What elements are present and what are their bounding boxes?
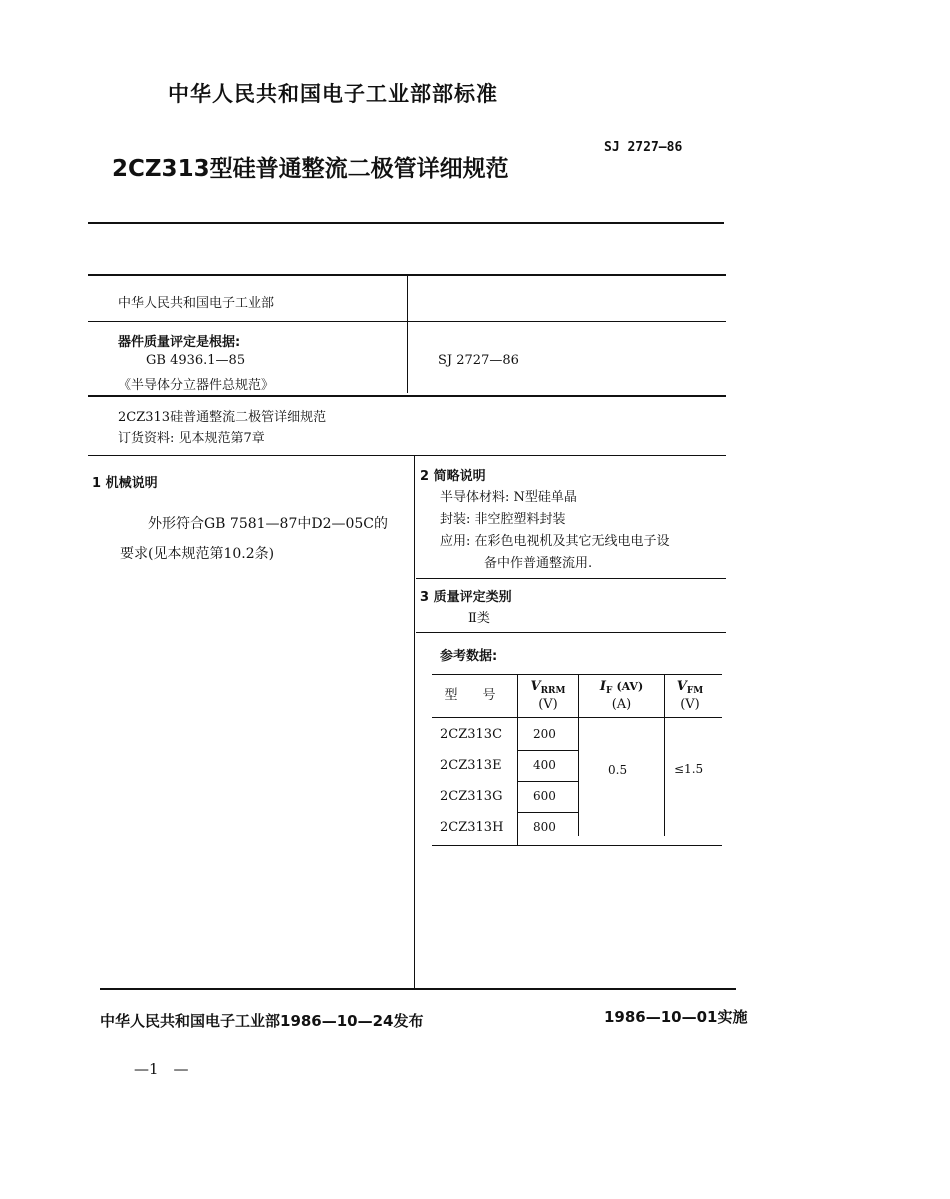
row3-vrrm: 600: [533, 789, 556, 803]
body-top-rule: [88, 455, 726, 456]
header-if-av: (AV): [616, 680, 644, 693]
header-vfm-subscript: FM: [686, 686, 704, 696]
header-vrrm-subscript: RRM: [540, 686, 566, 696]
header-vfm: [665, 680, 715, 712]
header-if-unit: (A): [611, 697, 632, 712]
table-bottom-rule: [432, 845, 722, 846]
table-row-rule-2: [518, 781, 578, 782]
doc-title: 2CZ313型硅普通整流二极管详细规范: [112, 156, 509, 182]
header-vrrm-symbol: V: [530, 679, 541, 694]
header-vrrm-unit: (V): [538, 697, 558, 712]
row1-vrrm: 200: [533, 727, 556, 741]
if-value: 0.5: [608, 763, 628, 777]
info-box-lower-rule: [88, 395, 726, 397]
application-text-1: 应用: 在彩色电视机及其它无线电电子设: [440, 534, 670, 549]
basis-label: 器件质量评定是根据:: [118, 335, 241, 350]
table-row-rule-3: [518, 812, 578, 813]
header-if-subscript: F: [605, 686, 613, 696]
issuer-text: 中华人民共和国电子工业部: [118, 296, 275, 311]
basis-standard: GB 4936.1—85: [146, 353, 246, 368]
standard-number: SJ 2727—86: [604, 140, 683, 155]
basis-name: 《半导体分立器件总规范》: [118, 378, 275, 393]
reference-data-label: 参考数据:: [440, 649, 498, 664]
header-model: 型 号: [444, 688, 502, 703]
row2-model: 2CZ313E: [440, 758, 502, 773]
application-text-2: 备中作普通整流用.: [484, 556, 593, 571]
row3-model: 2CZ313G: [440, 789, 503, 804]
table-row-rule-1: [518, 750, 578, 751]
header-vrrm: [518, 680, 578, 712]
header-if-symbol: I: [599, 679, 606, 694]
header-vfm-unit: (V): [680, 697, 700, 712]
section2-heading: 2 简略说明: [420, 469, 486, 484]
section1-line2: 要求(见本规范第10.2条): [120, 546, 275, 562]
table-top-rule: [432, 674, 722, 675]
quality-category: Ⅱ类: [468, 611, 490, 626]
material-text: 半导体材料: N型硅单晶: [440, 490, 577, 505]
section3-heading: 3 质量评定类别: [420, 590, 512, 605]
row4-model: 2CZ313H: [440, 820, 504, 835]
spec-name: 2CZ313硅普通整流二极管详细规范: [118, 410, 327, 425]
right-standard-number: SJ 2727—86: [438, 353, 519, 368]
section3-bottom-rule: [416, 632, 726, 633]
section2-bottom-rule: [416, 578, 726, 579]
row4-vrrm: 800: [533, 820, 556, 834]
org-title: 中华人民共和国电子工业部部标准: [168, 82, 498, 106]
info-box-mid-rule: [88, 321, 726, 322]
footer-rule: [100, 988, 736, 990]
section1-heading: 1 机械说明: [92, 476, 158, 491]
info-box-divider: [407, 276, 408, 393]
row1-model: 2CZ313C: [440, 727, 503, 742]
issued-date: 中华人民共和国电子工业部1986—10—24发布: [100, 1012, 424, 1030]
header-if: [579, 680, 664, 712]
row2-vrrm: 400: [533, 758, 556, 772]
page-number: —1 —: [134, 1060, 189, 1078]
ordering-info: 订货资料: 见本规范第7章: [118, 431, 265, 446]
effective-date: 1986—10—01实施: [604, 1008, 748, 1026]
header-rule: [88, 222, 724, 224]
table-header-rule: [432, 717, 722, 718]
package-text: 封装: 非空腔塑料封装: [440, 512, 566, 527]
column-divider: [414, 456, 415, 988]
vfm-value: ≤1.5: [674, 762, 704, 776]
header-vfm-symbol: V: [676, 679, 687, 694]
section1-line1: 外形符合GB 7581—87中D2—05C的: [148, 516, 389, 532]
